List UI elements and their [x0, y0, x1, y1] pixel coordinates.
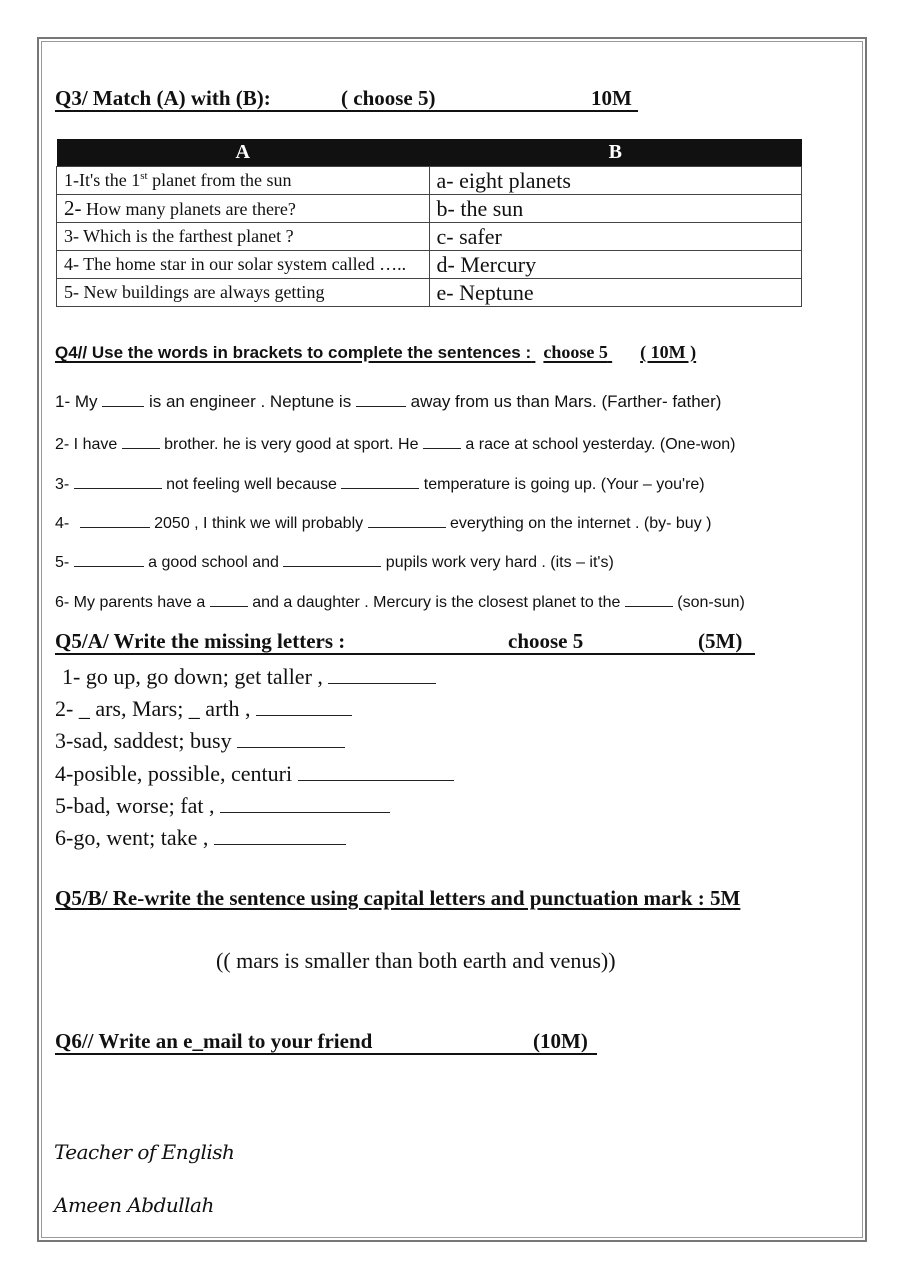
- item-text: 6-go, went; take ,: [55, 825, 209, 850]
- answer-blank[interactable]: [298, 758, 454, 781]
- sentence-text: 6- My parents have a: [55, 594, 210, 611]
- sentence-text: 3-: [55, 476, 74, 493]
- sentence-text: 2050 , I think we will probably: [149, 515, 368, 532]
- sentence-text: pupils work very hard . (its – it's): [381, 554, 614, 571]
- q4-choose: choose 5: [543, 342, 608, 362]
- sentence-text: and a daughter . Mercury is the closest planet to the: [247, 594, 625, 611]
- cell-b: b- the sun: [429, 195, 802, 223]
- cell-a-text: 1-It's the 1: [64, 170, 141, 190]
- sentence-text: brother. he is very good at sport. He: [159, 436, 423, 453]
- q3-marks: 10M: [591, 86, 632, 110]
- cell-a: [57, 167, 430, 195]
- sentence-text: a good school and: [143, 554, 284, 571]
- answer-blank[interactable]: [102, 389, 144, 407]
- sentence-text: a race at school yesterday. (One-won): [460, 436, 736, 453]
- sentence-text: 1- My: [55, 392, 103, 411]
- cell-a-number: 2-: [64, 196, 82, 220]
- q4-heading: [55, 342, 696, 363]
- q5a-heading-text: Q5/A/ Write the missing letters :: [55, 629, 346, 653]
- q3-heading: [55, 86, 638, 112]
- answer-blank[interactable]: [80, 511, 150, 528]
- q4-sentence-3: [55, 472, 705, 494]
- answer-blank[interactable]: [368, 511, 446, 528]
- sentence-text: everything on the internet . (by- buy ): [445, 515, 712, 532]
- q6-marks: (10M): [533, 1029, 588, 1053]
- sentence-text: 5-: [55, 554, 74, 571]
- column-a-header: A: [57, 139, 430, 167]
- q5a-item-2: [55, 693, 352, 722]
- item-text: 3-sad, saddest; busy: [55, 728, 232, 753]
- cell-b: d- Mercury: [429, 251, 802, 279]
- superscript: st: [140, 170, 148, 182]
- answer-blank[interactable]: [237, 725, 345, 748]
- q6-heading-text: Q6// Write an e_mail to your friend: [55, 1029, 373, 1053]
- sentence-text: 2- I have: [55, 436, 122, 453]
- teacher-title: Teacher of English: [54, 1140, 235, 1164]
- cell-a: [57, 195, 430, 223]
- q4-sentence-2: [55, 432, 735, 454]
- answer-blank[interactable]: [283, 550, 381, 567]
- sentence-text: 4-: [55, 515, 74, 532]
- answer-blank[interactable]: [625, 590, 673, 607]
- cell-a: 5- New buildings are always getting: [57, 279, 430, 307]
- answer-blank[interactable]: [210, 590, 248, 607]
- q4-sentence-1: [55, 389, 721, 412]
- table-row: [57, 279, 802, 307]
- table-row: [57, 223, 802, 251]
- q5a-item-4: [55, 758, 454, 787]
- q5a-item-3: [55, 725, 345, 754]
- column-b-header: B: [429, 139, 802, 167]
- answer-blank[interactable]: [122, 432, 160, 449]
- answer-blank[interactable]: [328, 661, 436, 684]
- q5a-item-5: [55, 790, 390, 819]
- cell-b: c- safer: [429, 223, 802, 251]
- answer-blank[interactable]: [256, 693, 352, 716]
- q4-heading-text: Q4// Use the words in brackets to complete the sentences :: [55, 343, 532, 362]
- sentence-text: temperature is going up. (Your – you're): [419, 476, 705, 493]
- matching-table: [56, 139, 802, 307]
- answer-blank[interactable]: [220, 790, 390, 813]
- sentence-text: away from us than Mars. (Farther- father): [405, 392, 722, 411]
- item-text: 1- go up, go down; get taller ,: [62, 664, 323, 689]
- q5b-sentence: (( mars is smaller than both earth and venus)): [216, 948, 616, 973]
- q5a-item-6: [55, 822, 346, 851]
- q6-heading: [55, 1029, 597, 1055]
- q5a-marks: (5M): [698, 629, 743, 653]
- q4-sentence-5: [55, 550, 614, 572]
- answer-blank[interactable]: [74, 472, 162, 489]
- q5b-heading: Q5/B/ Re-write the sentence using capital letters and punctuation mark : 5M: [55, 886, 741, 910]
- cell-b: e- Neptune: [429, 279, 802, 307]
- q4-sentence-4: [55, 511, 711, 533]
- cell-a-text: How many planets are there?: [81, 199, 296, 219]
- q4-sentence-6: [55, 590, 745, 612]
- table-row: [57, 251, 802, 279]
- cell-a-text: planet from the sun: [147, 170, 292, 190]
- answer-blank[interactable]: [74, 550, 144, 567]
- q5a-heading: [55, 629, 755, 655]
- q3-choose: ( choose 5): [341, 86, 436, 110]
- cell-a: 3- Which is the farthest planet ?: [57, 223, 430, 251]
- q4-marks: ( 10M ): [640, 342, 697, 362]
- cell-b: a- eight planets: [429, 167, 802, 195]
- q5a-item-1: [62, 661, 436, 690]
- q5a-choose: choose 5: [508, 629, 584, 653]
- table-row: [57, 195, 802, 223]
- answer-blank[interactable]: [341, 472, 419, 489]
- item-text: 5-bad, worse; fat ,: [55, 793, 215, 818]
- sentence-text: (son-sun): [672, 594, 745, 611]
- answer-blank[interactable]: [214, 822, 346, 845]
- sentence-text: is an engineer . Neptune is: [144, 392, 356, 411]
- answer-blank[interactable]: [356, 389, 406, 407]
- item-text: 4-posible, possible, centuri: [55, 761, 293, 786]
- sentence-text: not feeling well because: [161, 476, 342, 493]
- cell-a: 4- The home star in our solar system called …..: [57, 251, 430, 279]
- table-row: [57, 167, 802, 195]
- answer-blank[interactable]: [423, 432, 461, 449]
- item-text: 2- _ ars, Mars; _ arth ,: [55, 696, 251, 721]
- q3-heading-text: Q3/ Match (A) with (B):: [55, 86, 271, 110]
- teacher-name: Ameen Abdullah: [54, 1193, 214, 1217]
